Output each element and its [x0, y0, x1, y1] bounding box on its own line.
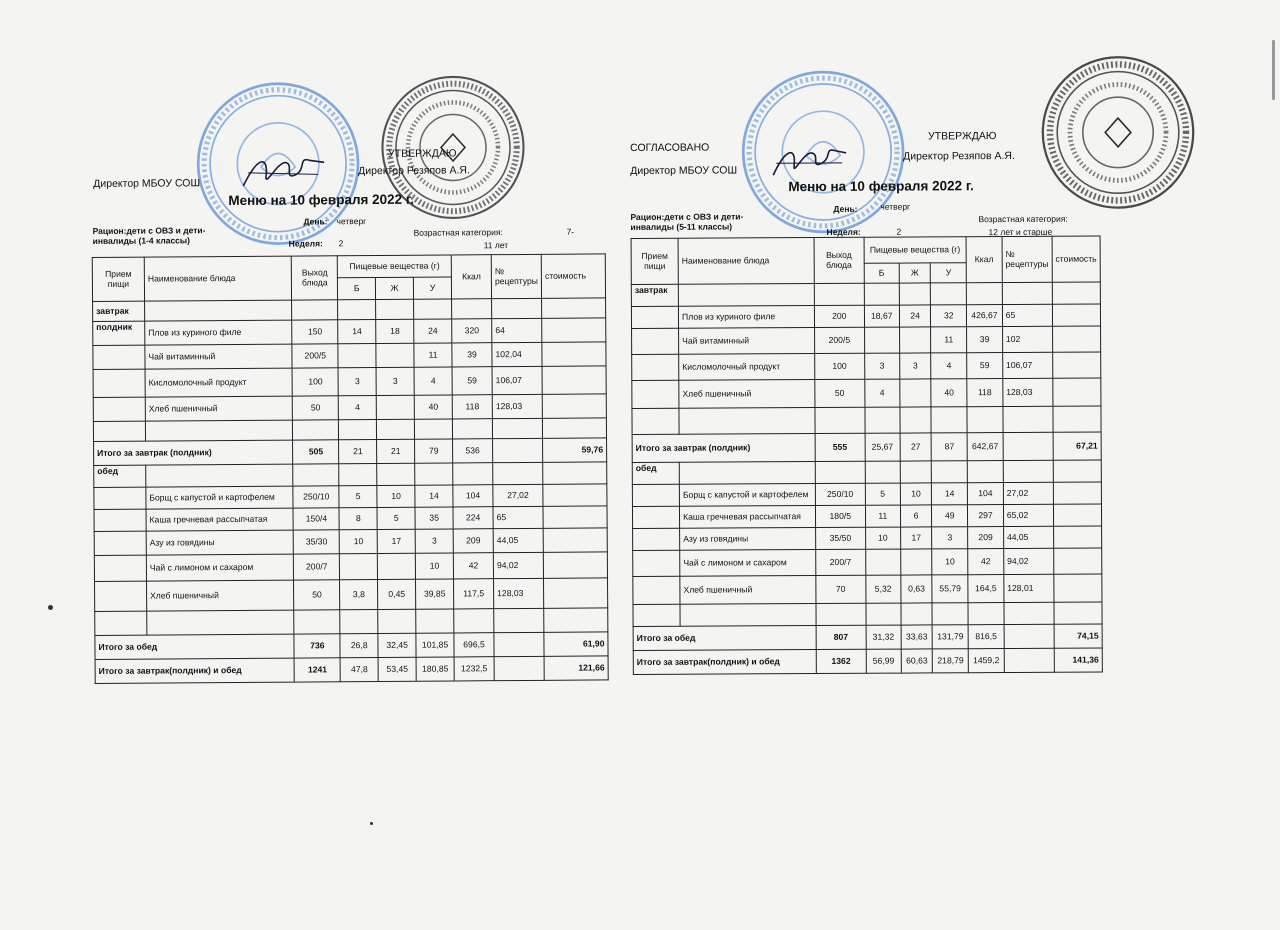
week-label: Неделя: — [826, 226, 861, 237]
dish-b: 5,32 — [866, 575, 901, 603]
dish-name: Чай витаминный — [679, 328, 815, 355]
total-u: 87 — [932, 433, 968, 461]
dish-b — [864, 327, 899, 353]
dish-name: Хлеб пшеничный — [680, 576, 816, 605]
ration-label: Рацион:дети с ОВЗ и дети-инвалиды (1-4 классы) — [92, 225, 206, 246]
dish-yield: 200/7 — [816, 549, 866, 575]
dish-yield: 70 — [816, 575, 866, 603]
dish-recipe: 64 — [492, 318, 542, 342]
dish-yield: 50 — [294, 580, 340, 610]
total-yield: 555 — [815, 433, 865, 461]
total-b: 26,8 — [340, 633, 378, 657]
dish-zh: 0,45 — [378, 579, 416, 609]
col-u: У — [931, 263, 967, 283]
total-kcal: 696,5 — [454, 633, 494, 657]
dish-yield: 50 — [293, 396, 339, 420]
dish-zh: 17 — [377, 529, 415, 553]
dish-u: 35 — [415, 507, 453, 529]
dish-u: 55,79 — [932, 575, 968, 603]
dish-recipe: 44,05 — [1003, 526, 1053, 548]
dish-name: Плов из куриного филе — [678, 306, 814, 329]
dish-yield: 100 — [814, 353, 864, 379]
right-menu-table — [631, 236, 1103, 675]
dish-name: Хлеб пшеничный — [679, 380, 815, 409]
dish-kcal: 117,5 — [454, 579, 494, 609]
dish-zh: 0,63 — [901, 575, 933, 603]
meal-lunch: обед — [632, 462, 679, 484]
table-row — [632, 482, 1101, 506]
dish-zh: 5 — [377, 507, 415, 529]
dish-kcal: 320 — [452, 319, 492, 343]
dish-name: Каша гречневая рассыпчатая — [680, 506, 816, 529]
total-cost: 59,76 — [543, 438, 607, 462]
total-label: Итого за обед — [95, 634, 295, 659]
dish-kcal: 104 — [967, 483, 1003, 505]
dish-b: 4 — [339, 395, 377, 419]
table-row — [93, 318, 606, 346]
lunch-total-row — [95, 632, 608, 660]
dish-zh — [901, 549, 933, 575]
dish-recipe: 65,02 — [1003, 504, 1053, 526]
total-u: 131,79 — [933, 625, 969, 649]
scan-speck — [48, 605, 53, 610]
dish-zh — [900, 379, 932, 407]
dish-b: 11 — [865, 505, 900, 527]
dish-kcal: 42 — [453, 553, 493, 579]
total-b: 47,8 — [340, 657, 378, 681]
dish-kcal: 39 — [452, 343, 492, 367]
col-b: Б — [338, 277, 376, 299]
col-cost: стоимость — [541, 254, 605, 298]
day-value: четверг — [336, 216, 367, 227]
dish-u: 14 — [932, 483, 968, 505]
dish-b: 3 — [338, 367, 376, 395]
col-yield: Выход блюда — [292, 256, 338, 300]
dish-u: 10 — [415, 553, 453, 579]
approve-label: УТВЕРЖДАЮ — [928, 130, 997, 143]
dish-u: 11 — [414, 343, 452, 367]
dish-zh: 10 — [377, 485, 415, 507]
total-u: 180,85 — [416, 657, 454, 681]
total-label: Итого за обед — [633, 626, 816, 651]
director-left-label: Директор МБОУ СОШ — [630, 164, 738, 177]
age-label: Возрастная категория: — [413, 227, 503, 238]
dish-name: Борщ с капустой и картофелем — [679, 484, 815, 507]
col-meal: Прием пищи — [631, 238, 678, 284]
signature-right — [768, 141, 848, 181]
meal-breakfast: завтрак — [93, 301, 145, 321]
meal-snack: полдник — [93, 321, 145, 345]
dish-b: 18,67 — [864, 305, 899, 327]
total-kcal: 1232,5 — [454, 657, 494, 681]
dish-zh: 10 — [900, 483, 932, 505]
dish-u: 32 — [931, 305, 967, 327]
table-row — [633, 526, 1102, 550]
dish-kcal: 104 — [453, 485, 493, 507]
total-yield: 505 — [293, 440, 339, 464]
dish-u: 3 — [415, 529, 453, 553]
total-zh: 33,63 — [901, 625, 933, 649]
dish-yield: 200/7 — [294, 554, 340, 580]
total-b: 21 — [339, 439, 377, 463]
total-zh: 21 — [377, 439, 415, 463]
dish-b — [338, 343, 376, 367]
dish-name: Чай с лимоном и сахаром — [146, 554, 294, 581]
header-row — [631, 236, 1100, 264]
dish-zh: 3 — [376, 367, 414, 395]
dish-recipe: 102 — [1002, 326, 1052, 352]
scan-speck — [370, 822, 373, 825]
dish-kcal: 39 — [967, 327, 1003, 353]
left-menu-table — [92, 253, 609, 684]
table-row — [631, 304, 1100, 328]
col-cost: стоимость — [1052, 236, 1100, 282]
week-label: Неделя: — [288, 238, 323, 249]
total-cost: 74,15 — [1054, 624, 1102, 648]
dish-u: 49 — [932, 505, 968, 527]
dish-yield: 150/4 — [293, 508, 339, 530]
dish-zh: 24 — [899, 305, 931, 327]
dish-u: 39,85 — [416, 579, 454, 609]
total-b: 25,67 — [865, 433, 900, 461]
age-label: Возрастная категория: — [978, 213, 1068, 225]
dish-u: 40 — [931, 379, 967, 407]
table-row — [632, 326, 1101, 354]
meal-breakfast: завтрак — [631, 284, 678, 306]
total-kcal: 816,5 — [968, 625, 1004, 649]
col-b: Б — [864, 263, 899, 283]
dish-b: 3 — [864, 353, 899, 379]
day-label: День: — [303, 216, 328, 227]
dish-zh — [378, 553, 416, 579]
dish-kcal: 426,67 — [967, 305, 1003, 327]
header-row — [92, 254, 605, 280]
dish-b: 14 — [338, 319, 376, 343]
total-b: 56,99 — [866, 649, 901, 673]
dish-name: Азу из говядины — [680, 528, 816, 551]
dish-recipe: 128,01 — [1004, 574, 1054, 602]
total-yield: 807 — [816, 625, 866, 649]
total-cost: 61,90 — [544, 632, 608, 656]
right-menu-sheet — [628, 128, 1106, 730]
director-right-label: Директор Резяпов А.Я. — [358, 164, 470, 178]
age-value-b: 11 лет — [483, 240, 509, 251]
col-kcal: Ккал — [966, 237, 1002, 283]
col-recipe: № рецептуры — [491, 254, 541, 298]
dish-name: Кисломолочный продукт — [679, 354, 815, 381]
col-zh: Ж — [899, 263, 931, 283]
dish-kcal: 297 — [968, 505, 1004, 527]
dish-yield: 200 — [814, 305, 864, 327]
dish-recipe: 27,02 — [493, 484, 543, 506]
total-kcal: 1459,2 — [968, 649, 1004, 673]
week-value: 2 — [338, 238, 344, 249]
dish-recipe: 65 — [1002, 304, 1052, 326]
age-value-a: 7- — [566, 226, 575, 237]
week-value: 2 — [896, 226, 902, 237]
dish-yield: 200/5 — [814, 327, 864, 353]
meal-lunch: обед — [94, 465, 146, 487]
dish-zh: 6 — [900, 505, 932, 527]
dish-zh — [376, 343, 414, 367]
col-nutrients: Пищевые вещества (г) — [338, 255, 452, 278]
dish-b: 10 — [865, 527, 900, 549]
dish-name: Плов из куриного филе — [145, 320, 293, 345]
total-cost: 67,21 — [1053, 432, 1101, 460]
col-dish: Наименование блюда — [144, 256, 292, 301]
dish-recipe: 106,07 — [492, 366, 542, 394]
dish-recipe: 128,03 — [1003, 378, 1053, 406]
table-row — [633, 574, 1102, 604]
dish-kcal: 224 — [453, 507, 493, 529]
dish-u: 14 — [415, 485, 453, 507]
dish-recipe: 128,03 — [492, 394, 542, 418]
day-label: День: — [833, 203, 858, 214]
total-label: Итого за завтрак (полдник) — [632, 434, 815, 463]
col-yield: Выход блюда — [814, 237, 864, 283]
signature-left — [238, 150, 328, 193]
col-kcal: Ккал — [451, 255, 491, 299]
dish-kcal: 209 — [968, 527, 1004, 549]
total-kcal: 642,67 — [967, 433, 1003, 461]
dish-u: 24 — [414, 319, 452, 343]
dish-kcal: 118 — [452, 395, 492, 419]
age-value: 12 лет и старше — [988, 226, 1053, 238]
col-nutrients: Пищевые вещества (г) — [864, 237, 967, 264]
ration-label: Рацион:дети с ОВЗ и дети-инвалиды (5-11 классы) — [630, 211, 744, 232]
table-row — [94, 552, 607, 582]
dish-name: Азу из говядины — [146, 530, 294, 555]
dish-kcal: 118 — [967, 379, 1003, 407]
total-kcal: 536 — [453, 439, 493, 463]
total-yield: 1241 — [294, 658, 340, 682]
table-row — [95, 578, 608, 612]
col-u: У — [414, 277, 452, 299]
agreed-label: СОГЛАСОВАНО — [630, 141, 710, 154]
dish-b: 4 — [864, 379, 899, 407]
breakfast-total-row — [632, 432, 1101, 462]
grand-total-row — [95, 656, 608, 684]
col-meal: Прием пищи — [92, 257, 144, 301]
breakfast-total-row — [94, 438, 607, 466]
col-dish: Наименование блюда — [678, 238, 814, 285]
table-row — [632, 352, 1101, 380]
dish-zh — [376, 395, 414, 419]
table-row — [93, 342, 606, 370]
dish-u: 11 — [931, 327, 967, 353]
total-label: Итого за завтрак(полдник) и обед — [633, 650, 816, 675]
dish-b: 5 — [339, 485, 377, 507]
total-zh: 32,45 — [378, 633, 416, 657]
dish-kcal: 59 — [452, 367, 492, 395]
dish-zh: 18 — [376, 319, 414, 343]
approve-label: УТВЕРЖДАЮ — [387, 147, 457, 160]
total-label: Итого за завтрак(полдник) и обед — [95, 658, 295, 683]
director-left-label: Директор МБОУ СОШ — [93, 177, 201, 190]
scan-edge-mark — [1272, 40, 1275, 100]
table-row — [93, 394, 606, 422]
day-value: четверг — [880, 201, 911, 212]
dish-yield: 35/50 — [815, 527, 865, 549]
dish-kcal: 164,5 — [968, 575, 1004, 603]
table-row — [632, 378, 1101, 408]
total-u: 79 — [415, 439, 453, 463]
dish-name: Хлеб пшеничный — [146, 580, 294, 611]
col-recipe: № рецептуры — [1002, 236, 1052, 282]
table-row — [633, 548, 1102, 576]
table-row — [93, 366, 606, 398]
dish-b — [865, 549, 900, 575]
total-cost: 121,66 — [544, 656, 608, 680]
dish-recipe: 102,04 — [492, 342, 542, 366]
left-menu-sheet — [88, 146, 612, 750]
grand-total-row — [633, 648, 1102, 674]
total-yield: 1362 — [816, 649, 866, 673]
dish-recipe: 44,05 — [493, 528, 543, 552]
dish-zh: 3 — [899, 353, 931, 379]
total-u: 218,79 — [933, 649, 969, 673]
dish-name: Каша гречневая рассыпчатая — [146, 508, 294, 531]
dish-yield: 200/5 — [292, 344, 338, 368]
dish-recipe: 106,07 — [1002, 352, 1052, 378]
dish-name: Борщ с капустой и картофелем — [146, 486, 294, 509]
dish-u: 10 — [932, 549, 968, 575]
dish-u: 4 — [414, 367, 452, 395]
dish-zh — [899, 327, 931, 353]
total-yield: 736 — [294, 634, 340, 658]
total-u: 101,85 — [416, 633, 454, 657]
dish-yield: 50 — [815, 379, 865, 407]
dish-b: 8 — [339, 507, 377, 529]
dish-name: Чай с лимоном и сахаром — [680, 550, 816, 577]
total-zh: 60,63 — [901, 649, 933, 673]
dish-name: Хлеб пшеничный — [145, 396, 293, 421]
dish-yield: 250/10 — [293, 486, 339, 508]
dish-kcal: 42 — [968, 549, 1004, 575]
dish-u: 3 — [932, 527, 968, 549]
dish-kcal: 59 — [967, 353, 1003, 379]
dish-u: 40 — [414, 395, 452, 419]
dish-recipe: 94,02 — [1003, 548, 1053, 574]
dish-b — [340, 553, 378, 579]
total-label: Итого за завтрак (полдник) — [94, 440, 294, 465]
dish-b: 5 — [865, 483, 900, 505]
total-b: 31,32 — [866, 625, 901, 649]
menu-title: Меню на 10 февраля 2022 г. — [788, 178, 974, 195]
black-entrepreneur-stamp-right — [1038, 52, 1199, 213]
dish-b: 10 — [339, 529, 377, 553]
dish-b: 3,8 — [340, 579, 378, 609]
dish-u: 4 — [931, 353, 967, 379]
dish-recipe: 128,03 — [494, 578, 544, 608]
lunch-total-row — [633, 624, 1102, 650]
dish-yield: 150 — [292, 320, 338, 344]
dish-name: Чай витаминный — [145, 344, 293, 369]
dish-recipe: 94,02 — [493, 552, 543, 578]
dish-recipe: 65 — [493, 506, 543, 528]
total-zh: 27 — [900, 433, 932, 461]
dish-recipe: 27,02 — [1003, 482, 1053, 504]
dish-name: Кисломолочный продукт — [145, 368, 293, 397]
dish-yield: 35/30 — [294, 530, 340, 554]
director-right-label: Директор Резяпов А.Я. — [903, 149, 1015, 163]
table-row — [94, 528, 607, 556]
dish-zh: 17 — [900, 527, 932, 549]
table-row — [632, 504, 1101, 528]
dish-yield: 100 — [292, 368, 338, 396]
col-zh: Ж — [376, 277, 414, 299]
total-cost: 141,36 — [1054, 648, 1102, 672]
total-zh: 53,45 — [378, 657, 416, 681]
dish-yield: 250/10 — [815, 483, 865, 505]
menu-title: Меню на 10 февраля 2022 г. — [228, 191, 414, 209]
dish-kcal: 209 — [453, 529, 493, 553]
dish-yield: 180/5 — [815, 505, 865, 527]
